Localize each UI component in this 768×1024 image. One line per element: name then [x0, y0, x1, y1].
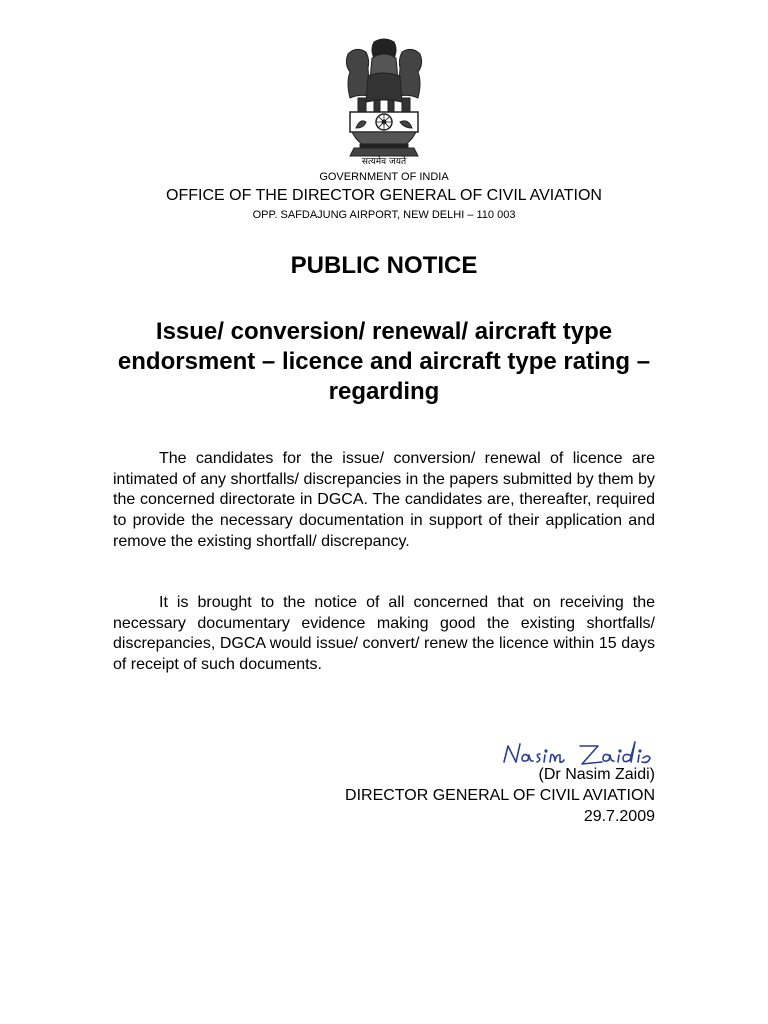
notice-title: PUBLIC NOTICE [290, 252, 478, 279]
national-emblem-icon [334, 36, 434, 170]
body-paragraph-2: It is brought to the notice of all concerned that on receiving the necessary documentary evidence making good the existing shortfalls/ discrepancies, DGCA would issue/ convert/ renew the licence within 15 days of receipt of such documents. [113, 594, 655, 674]
body-paragraph-1: The candidates for the issue/ conversion/ renewal of licence are intimated of any shortfalls/ discrepancies in the papers submitted by them by the concerned directorate in DGCA. The candidates are, thereafter, required to provide the necessary documentation in support of their application and remove the existing shortfall/ discrepancy. [113, 450, 655, 550]
government-heading: GOVERNMENT OF INDIA [319, 171, 449, 183]
office-heading: OFFICE OF THE DIRECTOR GENERAL OF CIVIL AVIATION [166, 187, 602, 204]
notice-date: 29.7.2009 [583, 808, 655, 825]
notice-subject: Issue/ conversion/ renewal/ aircraft type endorsment – licence and aircraft type rating – regarding [117, 318, 651, 405]
signatory-designation: DIRECTOR GENERAL OF CIVIL AVIATION [345, 787, 655, 804]
signatory-name: (Dr Nasim Zaidi) [538, 766, 655, 783]
office-address: OPP. SAFDAJUNG AIRPORT, NEW DELHI – 110 003 [252, 209, 516, 221]
emblem-motto: सत्यमेव जयते [361, 157, 407, 167]
